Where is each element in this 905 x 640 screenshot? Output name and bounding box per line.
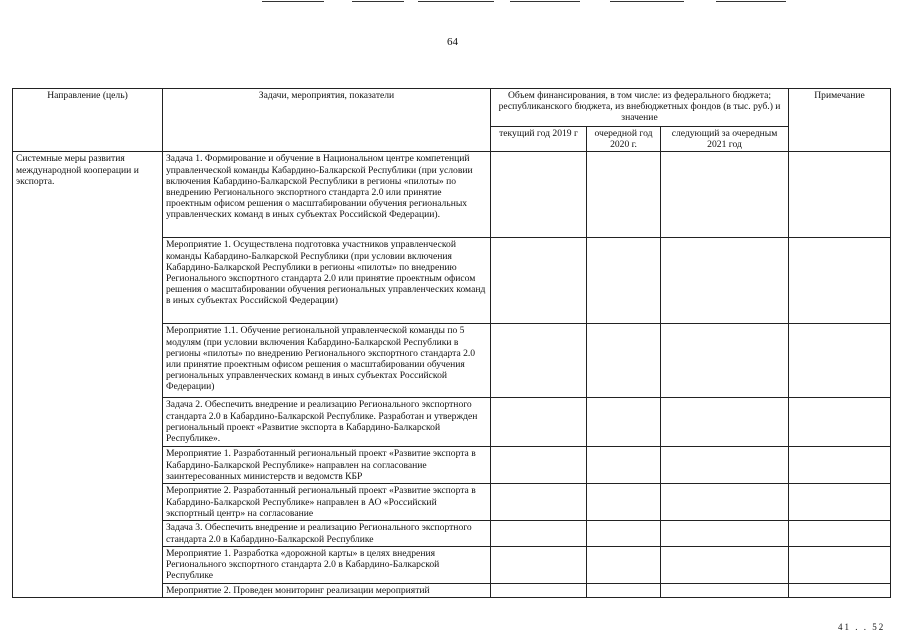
header-direction: Направление (цель)	[13, 89, 163, 152]
task-cell: Задача 2. Обеспечить внедрение и реализацию Регионального экспортного стандарта 2.0 в Кабардино-Балкарской Республике. Разработан и утвержден региональный проект «Развитие экспорта в Кабардино-Балкарской Республике».	[163, 398, 491, 447]
top-rule-6	[716, 1, 786, 2]
program-table	[12, 88, 891, 598]
header-year-current: текущий год 2019 г	[491, 127, 587, 152]
task-cell: Мероприятие 1. Разработка «дорожной карты» в целях внедрения Регионального экспортного стандарта 2.0 в Кабардино-Балкарской Республике	[163, 546, 491, 583]
task-cell: Задача 3. Обеспечить внедрение и реализацию Регионального экспортного стандарта 2.0 в Кабардино-Балкарской Республике	[163, 521, 491, 546]
header-row-1	[13, 89, 891, 127]
top-rule-4	[510, 1, 580, 2]
task-cell: Мероприятие 1. Разработанный региональный проект «Развитие экспорта в Кабардино-Балкарской Республике» направлен на согласование заинтересованных министерств и ведомств КБР	[163, 447, 491, 484]
header-tasks: Задачи, мероприятия, показатели	[163, 89, 491, 152]
task-cell: Мероприятие 2. Разработанный региональный проект «Развитие экспорта в Кабардино-Балкарской Республике» направлен в АО «Российский экспортный центр» на согласование	[163, 484, 491, 521]
top-rule-1	[262, 1, 324, 2]
header-note: Примечание	[789, 89, 891, 152]
top-rule-2	[352, 1, 404, 2]
footer-mark: 41 . . 52	[838, 622, 886, 632]
task-cell: Мероприятие 1. Осуществлена подготовка участников управленческой команды Кабардино-Балкарской Республики (при условии включения Кабардино-Балкарской Республики в регионы «пилоты» по внедрению Регионального экспортного стандарта 2.0 или принятие проектным офисом решения о масштабировании обучения региональных управленческих команд в иных субъектах Российской Федерации)	[163, 238, 491, 324]
top-rule-5	[610, 1, 684, 2]
table-row	[13, 152, 891, 238]
task-cell: Мероприятие 1.1. Обучение региональной управленческой команды по 5 модулям (при условии включения Кабардино-Балкарской Республики в регионы «пилоты» по внедрению Регионального экспортного стандарта 2.0 или принятие проектным офисом решения о масштабировании обучения региональных управленческих команд в иных субъектах Российской Федерации)	[163, 324, 491, 398]
page-number: 64	[447, 36, 458, 48]
header-financing: Объем финансирования, в том числе: из федерального бюджета; республиканского бюджета, из внебюджетных фондов (в тыс. руб.) и значение	[491, 89, 789, 127]
top-rule-3	[418, 1, 494, 2]
header-year-after: следующий за очередным 2021 год	[661, 127, 789, 152]
task-cell: Мероприятие 2. Проведен мониторинг реализации мероприятий	[163, 583, 491, 597]
direction-cell: Системные меры развития международной кооперации и экспорта.	[13, 152, 163, 598]
header-year-next: очередной год 2020 г.	[587, 127, 661, 152]
task-cell: Задача 1. Формирование и обучение в Национальном центре компетенций управленческой команды Кабардино-Балкарской Республики (при условии включения Кабардино-Балкарской Республики в регионы «пилоты» по внедрению Регионального экспортного стандарта 2.0 или принятие проектным офисом решения о масштабировании обучения региональных управленческих команд в иных субъектах Российской Федерации).	[163, 152, 491, 238]
